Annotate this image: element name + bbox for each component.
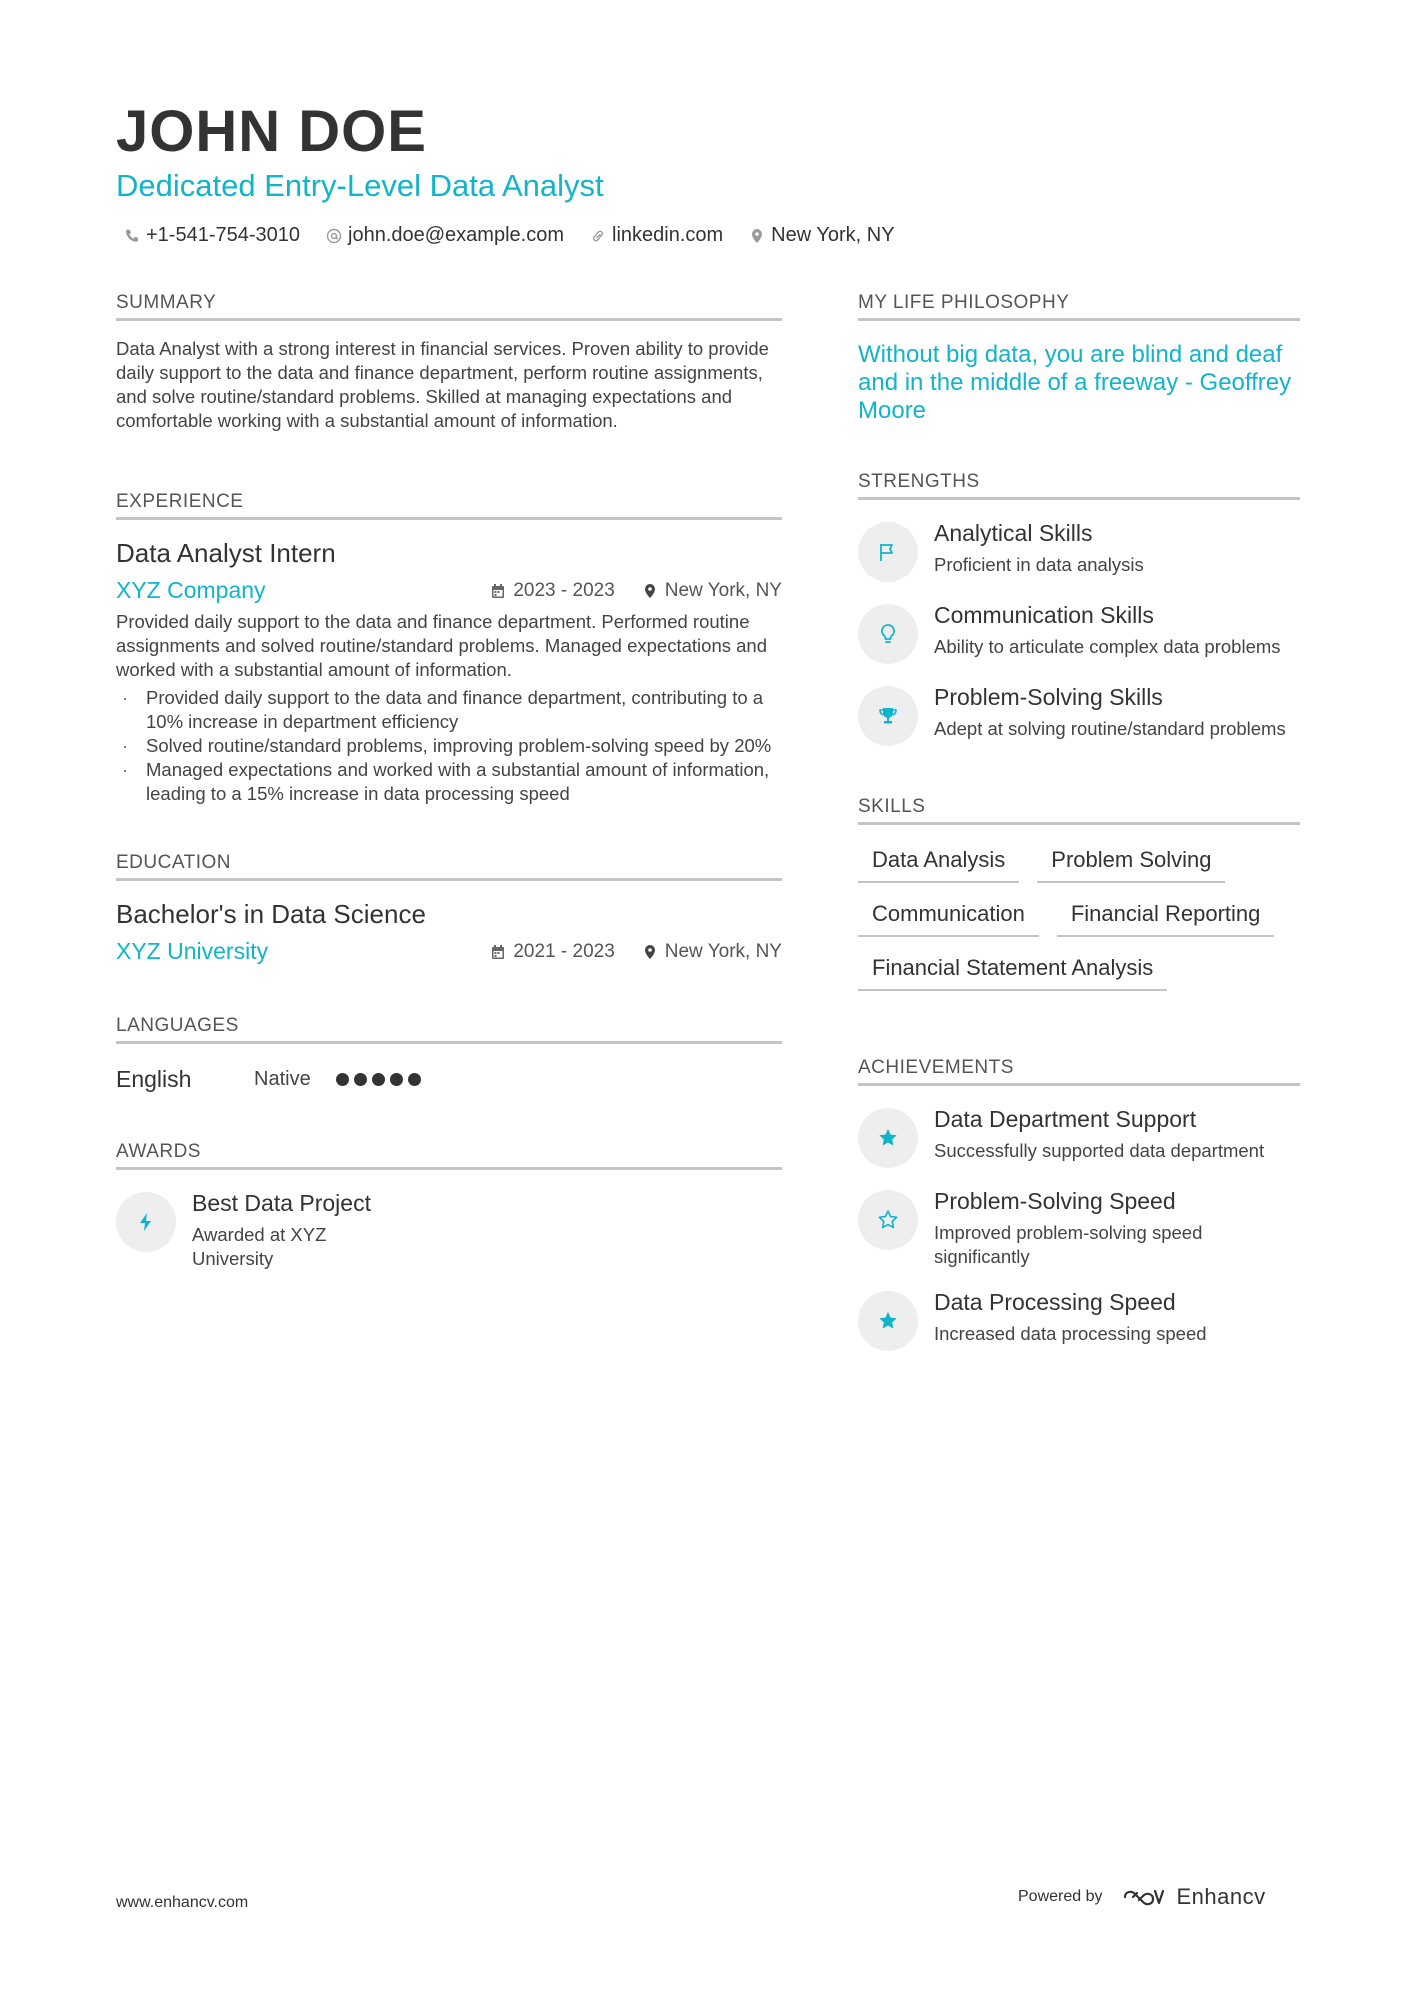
bolt-icon (134, 1210, 158, 1234)
strength-item (858, 686, 1300, 746)
skill-tag: Problem Solving (1037, 843, 1225, 883)
achievement-text (934, 1190, 1300, 1269)
job-location-text: New York, NY (664, 579, 782, 601)
contact-bar (124, 224, 895, 247)
education-section (116, 852, 782, 965)
experience-entry (116, 538, 782, 806)
star-outline-icon (876, 1208, 900, 1232)
job-meta (491, 580, 782, 602)
proficiency-dot (408, 1073, 421, 1086)
location-text: New York, NY (771, 224, 895, 246)
award-icon-circle (116, 1192, 176, 1252)
languages-heading: LANGUAGES (116, 1015, 782, 1044)
star-filled-icon (876, 1126, 900, 1150)
job-bullet: · Managed expectations and worked with a substantial amount of information, leading to a 15% increase in data processing speed (116, 758, 782, 806)
education-dates (491, 941, 614, 963)
job-bullet: · Provided daily support to the data and finance department, contributing to a 10% increase in department efficiency (116, 686, 782, 734)
achievement-title: Problem-Solving Speed (934, 1188, 1176, 1214)
flag-icon (876, 540, 900, 564)
achievements-heading: ACHIEVEMENTS (858, 1057, 1300, 1086)
skills-section (858, 796, 1300, 991)
awards-section (116, 1141, 782, 1271)
achievements-section (858, 1057, 1300, 1351)
contact-email[interactable] (326, 224, 564, 247)
achievement-icon-circle (858, 1190, 918, 1250)
language-row (116, 1066, 782, 1093)
strength-desc: Ability to articulate complex data problems (934, 636, 1281, 657)
job-location (643, 580, 782, 602)
strength-text (934, 604, 1281, 664)
experience-heading: EXPERIENCE (116, 491, 782, 520)
strength-icon-circle (858, 604, 918, 664)
linkedin-text: linkedin.com (612, 224, 724, 246)
award-item (116, 1192, 376, 1271)
strengths-heading: STRENGTHS (858, 471, 1300, 500)
candidate-name: JOHN DOE (116, 99, 427, 164)
language-proficiency-dots (336, 1073, 421, 1086)
education-location (643, 941, 782, 963)
contact-phone[interactable] (124, 224, 300, 247)
contact-linkedin[interactable] (590, 224, 723, 247)
strength-icon-circle (858, 522, 918, 582)
skill-tag: Financial Statement Analysis (858, 951, 1167, 991)
proficiency-dot (336, 1073, 349, 1086)
calendar-icon (491, 944, 505, 960)
proficiency-dot (390, 1073, 403, 1086)
strength-title: Problem-Solving Skills (934, 684, 1163, 710)
star-filled-icon (876, 1309, 900, 1333)
achievement-item (858, 1190, 1300, 1269)
contact-location (749, 224, 894, 247)
location-pin-icon (643, 583, 657, 599)
strengths-section (858, 471, 1300, 746)
achievement-desc: Successfully supported data department (934, 1140, 1265, 1161)
language-level: Native (254, 1068, 311, 1090)
awards-heading: AWARDS (116, 1141, 782, 1170)
skills-list (858, 843, 1308, 991)
enhancv-logo-icon (1121, 1885, 1167, 1909)
footer-branding (1018, 1884, 1266, 1910)
trophy-icon (876, 704, 900, 728)
company-name: XYZ Company (116, 577, 266, 603)
achievement-title: Data Processing Speed (934, 1289, 1176, 1315)
education-location-text: New York, NY (664, 940, 782, 962)
brand-logo[interactable] (1121, 1884, 1266, 1910)
strength-item (858, 522, 1300, 582)
brand-name: Enhancv (1176, 1884, 1266, 1909)
strength-title: Analytical Skills (934, 520, 1093, 546)
job-description: Provided daily support to the data and finance department. Performed routine assignments and solved routine/standard problems. Managed expectations and worked with a substantial amount of information. (116, 611, 767, 680)
phone-text: +1-541-754-3010 (146, 224, 301, 246)
achievement-item (858, 1291, 1300, 1351)
philosophy-section (858, 292, 1300, 425)
degree-title: Bachelor's in Data Science (116, 899, 426, 929)
language-name: English (116, 1066, 192, 1092)
education-info-row (116, 938, 782, 965)
award-title: Best Data Project (192, 1190, 371, 1216)
skill-tag: Financial Reporting (1057, 897, 1275, 937)
achievement-desc: Improved problem-solving speed significantly (934, 1222, 1203, 1267)
achievement-desc: Increased data processing speed (934, 1323, 1207, 1344)
achievement-icon-circle (858, 1291, 918, 1351)
lightbulb-icon (876, 622, 900, 646)
left-column (116, 292, 782, 1271)
strength-text (934, 686, 1286, 746)
achievement-item (858, 1108, 1300, 1168)
at-icon (326, 228, 342, 244)
job-info-row (116, 577, 782, 604)
job-bullets (116, 686, 782, 806)
strength-text (934, 522, 1144, 582)
education-dates-text: 2021 - 2023 (513, 940, 615, 962)
strength-desc: Proficient in data analysis (934, 554, 1144, 575)
candidate-title: Dedicated Entry-Level Data Analyst (116, 168, 604, 203)
summary-text: Data Analyst with a strong interest in financial services. Proven ability to provide daily support to the data and finance department, perform routine assignments, and solve routine/standard problems. Skilled at managing expectations and comfortable working with a substantial amount of information. (116, 338, 769, 431)
strength-title: Communication Skills (934, 602, 1154, 628)
calendar-icon (491, 583, 505, 599)
philosophy-heading: MY LIFE PHILOSOPHY (858, 292, 1300, 321)
achievement-icon-circle (858, 1108, 918, 1168)
proficiency-dot (354, 1073, 367, 1086)
strength-icon-circle (858, 686, 918, 746)
summary-section (116, 292, 782, 433)
right-column (858, 292, 1300, 1351)
job-bullet: · Solved routine/standard problems, improving problem-solving speed by 20% (116, 734, 782, 758)
philosophy-quote: Without big data, you are blind and deaf and in the middle of a freeway - Geoffrey Moore (858, 341, 1292, 424)
achievement-title: Data Department Support (934, 1106, 1197, 1132)
proficiency-dot (372, 1073, 385, 1086)
achievement-text (934, 1291, 1207, 1351)
phone-icon (124, 228, 140, 244)
education-meta (491, 941, 782, 963)
languages-section (116, 1015, 782, 1093)
job-dates (491, 580, 614, 602)
skill-tag: Communication (858, 897, 1039, 937)
summary-heading: SUMMARY (116, 292, 782, 321)
skill-tag: Data Analysis (858, 843, 1019, 883)
location-pin-icon (643, 944, 657, 960)
award-subtitle: Awarded at XYZ University (192, 1224, 327, 1269)
education-heading: EDUCATION (116, 852, 782, 881)
strength-desc: Adept at solving routine/standard problems (934, 718, 1286, 739)
skills-heading: SKILLS (858, 796, 1300, 825)
link-icon (590, 228, 606, 244)
award-text (192, 1192, 376, 1271)
experience-section (116, 491, 782, 806)
powered-by-text: Powered by (1018, 1888, 1103, 1905)
strength-item (858, 604, 1300, 664)
location-pin-icon (749, 228, 765, 244)
achievement-text (934, 1108, 1264, 1168)
job-title: Data Analyst Intern (116, 538, 336, 568)
job-dates-text: 2023 - 2023 (513, 579, 615, 601)
footer-website[interactable]: www.enhancv.com (116, 1894, 249, 1911)
school-name: XYZ University (116, 938, 269, 964)
email-text: john.doe@example.com (348, 224, 564, 246)
